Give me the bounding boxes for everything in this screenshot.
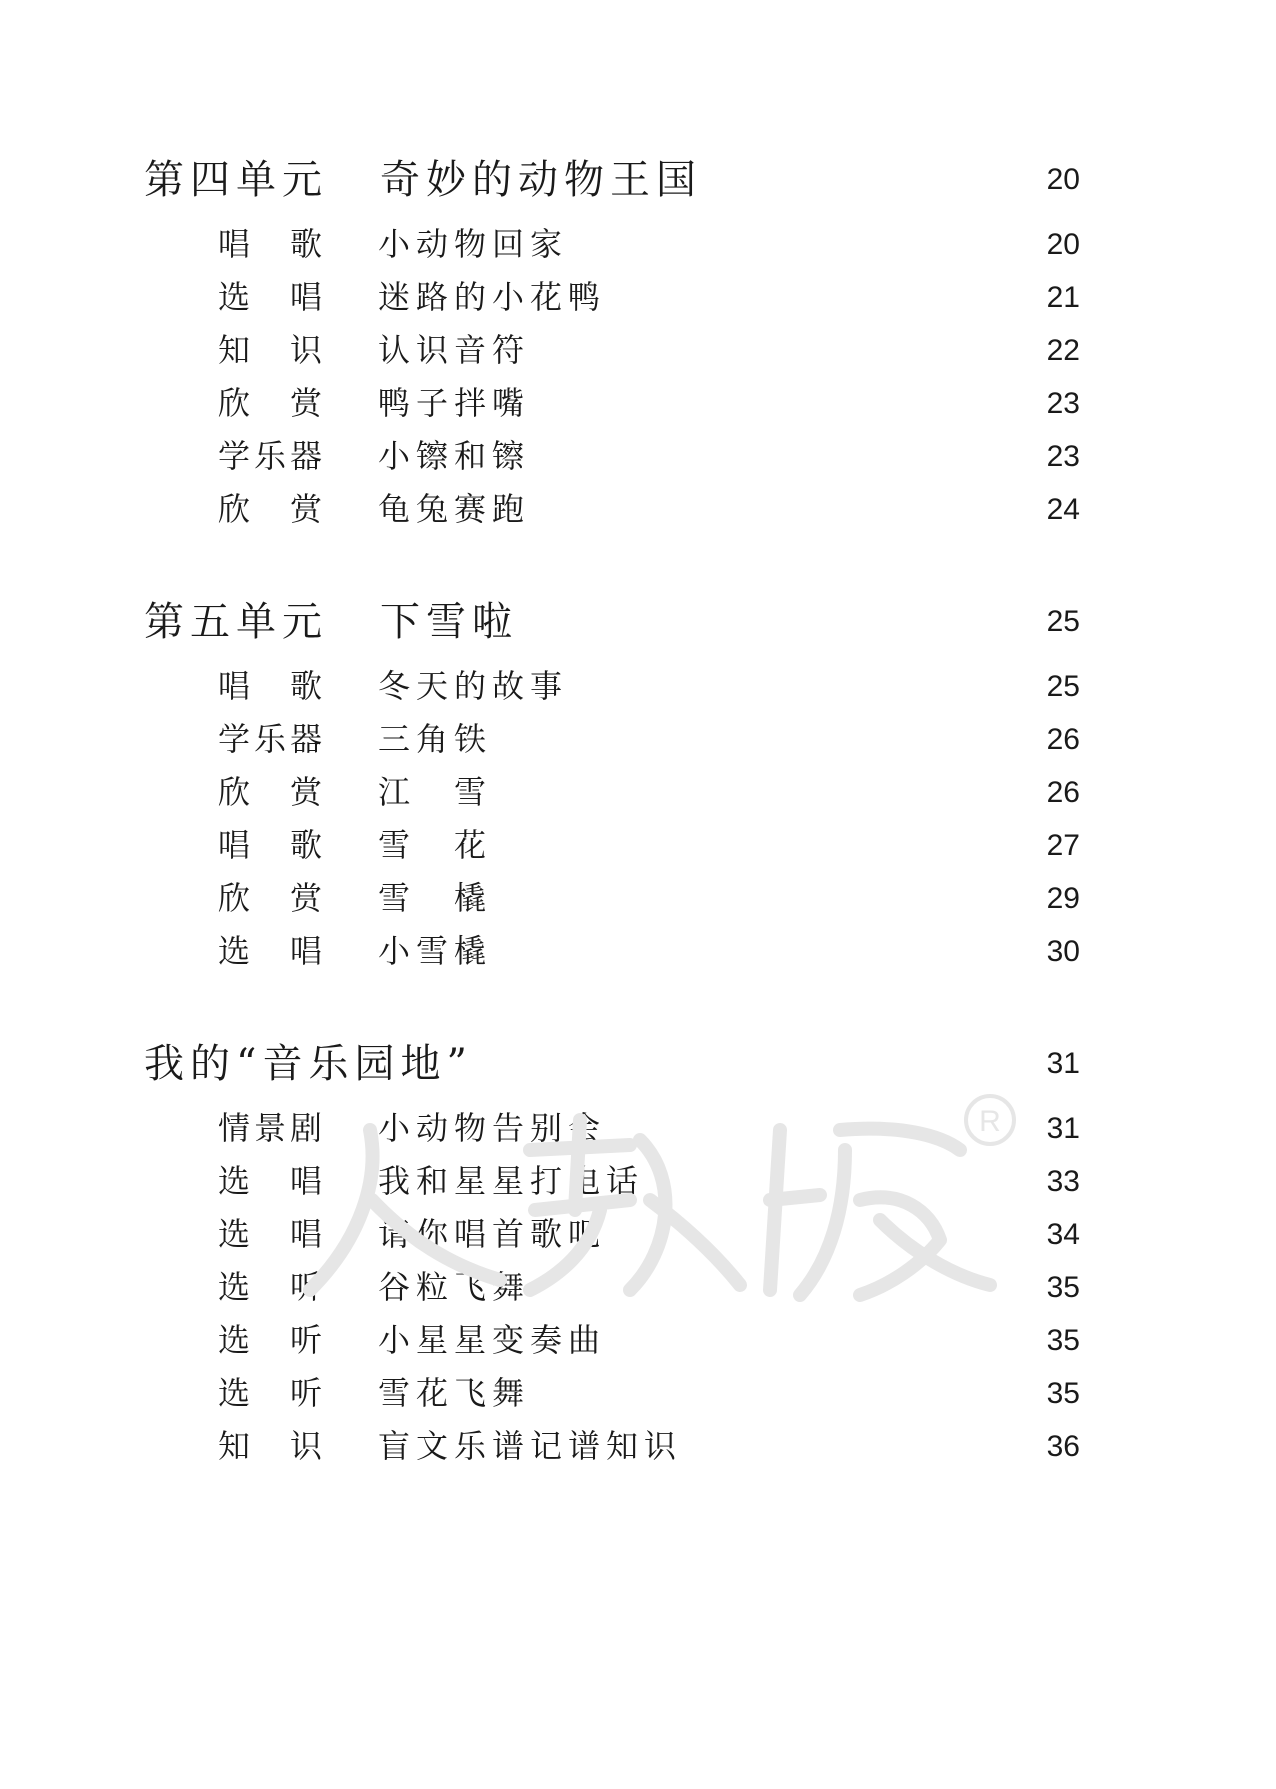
entry-title: 认识音符 <box>378 331 531 369</box>
unit-title-text: 我的“音乐园地” <box>144 1041 473 1087</box>
entry-page-number: 29 <box>1046 882 1080 915</box>
entry-type: 选 听 <box>218 1268 327 1306</box>
entry-page-number: 26 <box>1046 776 1080 809</box>
entry-title: 谷粒飞舞 <box>378 1268 531 1306</box>
entry-title: 小镲和镲 <box>378 437 531 475</box>
entry-page-number: 26 <box>1046 723 1080 756</box>
entry-title: 小雪橇 <box>378 932 493 970</box>
entry-type: 情景剧 <box>218 1109 327 1147</box>
entry-page-number: 22 <box>1046 334 1080 367</box>
entry-page-number: 23 <box>1046 440 1080 473</box>
entry-title: 冬天的故事 <box>378 667 569 705</box>
entry-title: 迷路的小花鸭 <box>378 278 607 316</box>
entry-page-number: 24 <box>1046 493 1080 526</box>
entry-page-number: 34 <box>1046 1218 1080 1251</box>
entry-page-number: 31 <box>1046 1112 1080 1145</box>
unit-page-number: 25 <box>1046 605 1080 638</box>
unit-section-5 <box>0 592 1276 978</box>
unit-section-4 <box>0 150 1276 536</box>
toc-entry[interactable] <box>0 660 1276 713</box>
entry-type: 欣 赏 <box>218 879 327 917</box>
toc-entry[interactable] <box>0 377 1276 430</box>
entry-title: 雪 橇 <box>378 879 493 917</box>
entry-page-number: 27 <box>1046 829 1080 862</box>
entry-type: 选 听 <box>218 1321 327 1359</box>
toc-entry[interactable] <box>0 1314 1276 1367</box>
toc-entry[interactable] <box>0 324 1276 377</box>
toc-entry[interactable] <box>0 872 1276 925</box>
entry-title: 小动物告别会 <box>378 1109 607 1147</box>
toc-entry[interactable] <box>0 925 1276 978</box>
svg-text:R: R <box>979 1105 1001 1138</box>
unit-label: 第四单元 <box>144 157 328 203</box>
unit-header[interactable] <box>0 150 1276 210</box>
entry-type: 选 唱 <box>218 932 327 970</box>
entry-type: 选 唱 <box>218 1215 327 1253</box>
entry-type: 选 唱 <box>218 278 327 316</box>
music-garden-section <box>0 1034 1276 1473</box>
entry-type: 唱 歌 <box>218 826 327 864</box>
toc-entry[interactable] <box>0 483 1276 536</box>
toc-entry[interactable] <box>0 1102 1276 1155</box>
toc-entry[interactable] <box>0 271 1276 324</box>
entry-page-number: 35 <box>1046 1377 1080 1410</box>
entry-title: 雪花飞舞 <box>378 1374 531 1412</box>
unit-heading <box>144 150 702 210</box>
entry-title: 小星星变奏曲 <box>378 1321 607 1359</box>
toc-entry[interactable] <box>0 819 1276 872</box>
toc-entry[interactable] <box>0 713 1276 766</box>
unit-heading <box>144 592 518 652</box>
entry-title: 我和星星打电话 <box>378 1162 645 1200</box>
entry-title: 龟兔赛跑 <box>378 490 531 528</box>
entry-type: 学乐器 <box>218 720 327 758</box>
toc-entry[interactable] <box>0 1261 1276 1314</box>
entry-page-number: 30 <box>1046 935 1080 968</box>
toc-entry[interactable] <box>0 1367 1276 1420</box>
entry-title: 雪 花 <box>378 826 493 864</box>
toc-entry[interactable] <box>0 218 1276 271</box>
entry-title: 请你唱首歌吧 <box>378 1215 607 1253</box>
entry-type: 知 识 <box>218 1427 327 1465</box>
entry-type: 唱 歌 <box>218 225 327 263</box>
entry-type: 学乐器 <box>218 437 327 475</box>
unit-page-number: 31 <box>1046 1047 1080 1080</box>
entry-title: 盲文乐谱记谱知识 <box>378 1427 683 1465</box>
unit-title-text: 下雪啦 <box>380 599 518 645</box>
toc-entry[interactable] <box>0 1208 1276 1261</box>
entry-page-number: 21 <box>1046 281 1080 314</box>
entry-title: 鸭子拌嘴 <box>378 384 531 422</box>
entry-page-number: 23 <box>1046 387 1080 420</box>
entry-page-number: 36 <box>1046 1430 1080 1463</box>
entry-title: 小动物回家 <box>378 225 569 263</box>
toc-entry[interactable] <box>0 1155 1276 1208</box>
entry-type: 知 识 <box>218 331 327 369</box>
entry-title: 三角铁 <box>378 720 493 758</box>
entry-page-number: 35 <box>1046 1324 1080 1357</box>
toc-entry[interactable] <box>0 766 1276 819</box>
entry-type: 欣 赏 <box>218 773 327 811</box>
entry-page-number: 35 <box>1046 1271 1080 1304</box>
unit-label: 第五单元 <box>144 599 328 645</box>
entry-type: 选 唱 <box>218 1162 327 1200</box>
entry-type: 欣 赏 <box>218 384 327 422</box>
unit-heading <box>144 1034 473 1094</box>
unit-title-text: 奇妙的动物王国 <box>380 157 702 203</box>
unit-page-number: 20 <box>1046 163 1080 196</box>
unit-header[interactable] <box>0 1034 1276 1094</box>
entry-title: 江 雪 <box>378 773 493 811</box>
toc-entry[interactable] <box>0 430 1276 483</box>
entry-page-number: 33 <box>1046 1165 1080 1198</box>
unit-header[interactable] <box>0 592 1276 652</box>
entry-type: 选 听 <box>218 1374 327 1412</box>
entry-page-number: 25 <box>1046 670 1080 703</box>
entry-type: 唱 歌 <box>218 667 327 705</box>
entry-type: 欣 赏 <box>218 490 327 528</box>
entry-page-number: 20 <box>1046 228 1080 261</box>
toc-entry[interactable] <box>0 1420 1276 1473</box>
